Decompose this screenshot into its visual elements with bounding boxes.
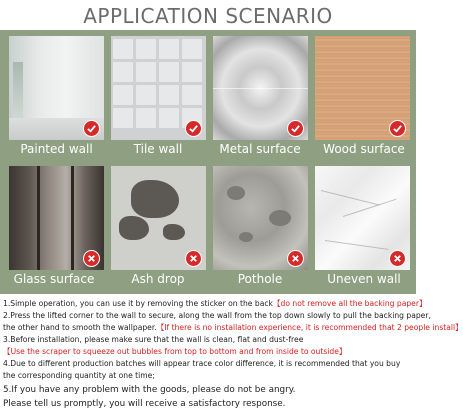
tile-square [182,62,202,82]
note-text: 5.If you have any problem with the goods, please do not be angry. [3,385,296,395]
check-icon [83,120,100,137]
peeled-patch [119,216,149,240]
tile-square [159,85,179,105]
plaster-fold [325,240,389,250]
check-icon [389,120,406,137]
cross-icon [83,250,100,267]
tile-square [113,62,133,82]
peeled-patch [131,180,179,218]
peeled-patch [163,224,185,240]
tile-square [136,85,156,105]
plaster-fold [321,190,379,205]
check-icon [185,120,202,137]
tile-square [136,108,156,128]
scenario-label-metal-surface: Metal surface [219,142,301,156]
window-shape [13,62,23,118]
tile-square [136,39,156,59]
note-warning: 【do not remove all the backing paper】 [272,299,427,308]
installation-notes [0,296,463,416]
door-frame [37,166,40,270]
tile-square [159,62,179,82]
note-line-6 [3,358,416,370]
note-line-8 [3,384,416,396]
note-text: the other hand to smooth the wallpaper. [3,323,157,332]
scenario-label-pothole: Pothole [237,272,283,286]
cross-icon [389,250,406,267]
scenario-label-uneven-wall: Uneven wall [327,272,401,286]
check-icon [287,120,304,137]
scenario-label-wood-surface: Wood surface [323,142,405,156]
note-line-3 [3,322,463,334]
note-warning: 【Use the scraper to squeeze out bubbles from top to bottom and from inside to outside】 [3,347,347,356]
note-line-7 [3,370,416,382]
note-line-9 [3,398,416,410]
note-line-2 [3,310,431,322]
tile-square [159,108,179,128]
note-text: Please tell us promptly, you will receive a satisfactory response. [3,399,286,409]
note-warning: 【If there is no installation experience, it is recommended that 2 people install】 [156,323,463,332]
tile-square [182,85,202,105]
scenario-label-ash-drop: Ash drop [131,272,185,286]
note-line-4 [3,334,416,346]
tile-square [113,108,133,128]
tile-square [159,39,179,59]
pothole-shape [239,232,253,242]
note-line-5 [3,346,416,358]
pothole-shape [269,210,291,226]
note-text: the corresponding quantity at one time; [3,371,155,380]
tile-square [113,39,133,59]
scenario-label-tile-wall: Tile wall [133,142,183,156]
scenario-grid [0,30,416,294]
cross-icon [287,250,304,267]
note-text: 1.Simple operation, you can use it by removing the sticker on the back [3,299,273,308]
note-text: 3.Before installation, please make sure that the wall is clean, flat and dust-free [3,335,304,344]
scenario-label-glass-surface: Glass surface [13,272,95,286]
note-line-1 [3,298,427,310]
tile-square [136,62,156,82]
page-title: APPLICATION SCENARIO [83,4,333,28]
scenario-label-painted-wall: Painted wall [20,142,93,156]
note-text: 2.Press the lifted corner to the wall to secure, along the wall from the top down slowly to pull the backing paper, [3,311,431,320]
cross-icon [185,250,202,267]
door-frame [71,166,74,270]
tile-square [182,39,202,59]
pothole-shape [227,186,245,200]
note-text: 4.Due to different production batches will appear trace color difference, it is recommended that you buy [3,359,401,368]
tile-square [113,85,133,105]
metal-streak [213,88,308,89]
